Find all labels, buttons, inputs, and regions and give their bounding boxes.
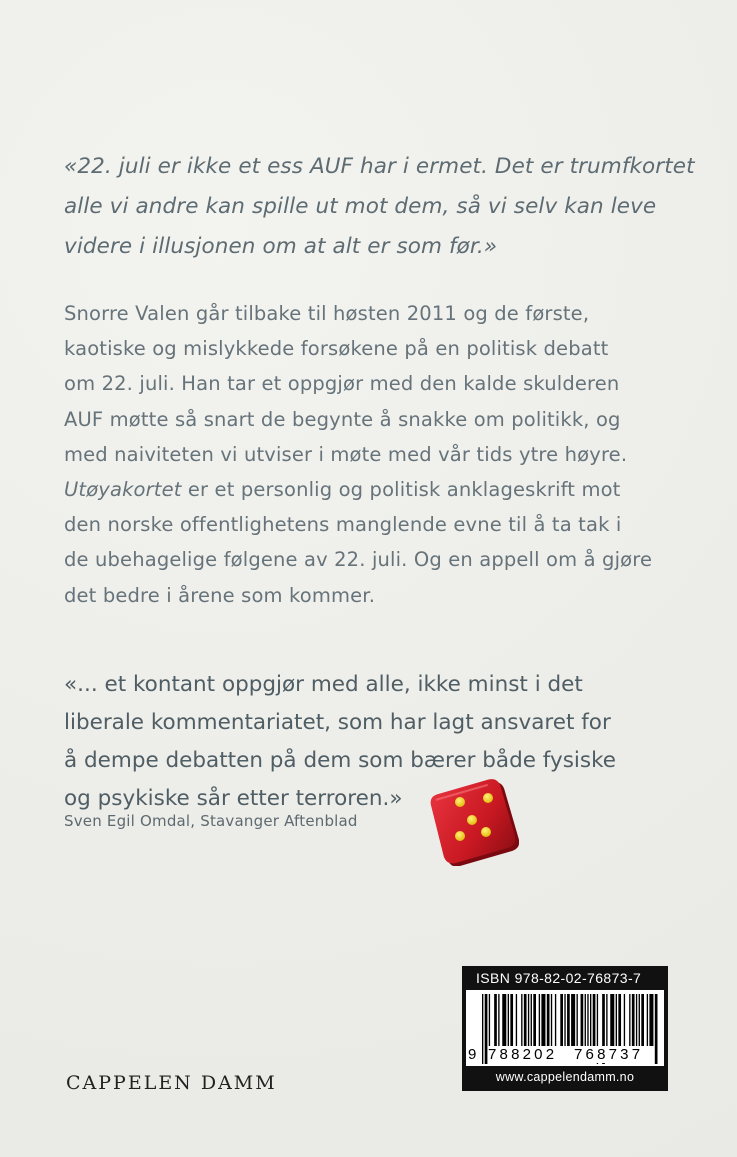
quote-line: videre i illusjonen om at alt er som før.» [64,234,498,259]
description-line [64,472,684,507]
barcode-bar [636,994,637,1046]
barcode-bar [498,994,499,1046]
barcode-bar [524,994,527,1046]
barcode-bar [551,994,552,1046]
barcode-digits [466,1044,664,1066]
isbn-label: ISBN 978-82-02-76873-7 [476,970,642,986]
barcode-bar [629,994,630,1046]
description-line: Snorre Valen går tilbake til høsten 2011 og de første, [64,302,590,325]
publisher-url: www.cappelendamm.no [495,1070,635,1084]
barcode-bar [606,994,607,1046]
description-line: om 22. juli. Han tar et oppgjør med den kalde skulderen [64,372,620,396]
barcode-bar [641,994,644,1046]
barcode-bar [585,994,586,1046]
barcode-bar [616,994,617,1046]
barcode-bar [489,994,490,1046]
description-line-rest: er et personlig og politisk anklageskrift mot [181,478,621,502]
description-line: det bedre i årene som kommer. [64,583,376,607]
barcode-bar [577,994,578,1046]
barcode-bar [533,994,536,1046]
barcode-bar [521,994,522,1046]
barcode-bar [502,994,506,1046]
quote-line: alle vi andre kan spille ut mot dem, så vi selv kan leve [64,194,657,219]
description-line: den norske offentlighetens manglende evne til å ta tak i [64,513,622,537]
review-line: «... et kontant oppgjør med alle, ikke minst i det [64,672,583,697]
barcode-bar [539,994,540,1046]
review-attribution: Sven Egil Omdal, Stavanger Aftenblad [64,812,358,830]
isbn-barcode-block [462,966,668,1091]
barcode-bar [516,994,517,1046]
barcode-bar [564,994,565,1046]
barcode-bar [581,994,584,1046]
barcode-digits-right: 768737 [574,1046,644,1063]
review-line: liberale kommentariatet, som har lagt ansvaret for [64,710,611,735]
red-die-icon [424,776,519,866]
barcode-bar [555,994,556,1046]
opening-quote [64,147,695,267]
description-line: de ubehagelige følgene av 22. juli. Og en appell om å gjøre [64,548,653,572]
book-title: Utøyakortet [64,478,182,502]
quote-line: «22. juli er ikke et ess AUF har i ermet. Det er trumfkortet [64,154,695,179]
barcode [466,990,664,1066]
barcode-bar [560,994,563,1046]
barcode-digits-left: 788202 [488,1046,558,1063]
description-line: kaotiske og mislykkede forsøkene på en politisk debatt [64,337,609,361]
barcode-bar [618,994,621,1046]
barcode-bar [508,994,509,1046]
barcode-bar [571,994,575,1046]
book-description [64,296,684,613]
barcode-bar [494,994,497,1046]
barcode-bar [632,994,635,1046]
barcode-bar [531,994,532,1046]
barcode-bar [528,994,529,1046]
description-line: AUF møtte så snart de begynte å snakke om politikk, og [64,407,621,431]
barcode-digit-lead: 9 [468,1046,477,1063]
review-line: å dempe debatten på dem som bærer både fysiske [64,748,616,773]
barcode-bar [593,994,596,1046]
barcode-bar [647,994,648,1046]
description-line: med naiviteten vi utviser i møte med vår tids ytre høyre. [64,442,628,466]
barcode-bar [639,994,640,1046]
barcode-bar [624,994,625,1046]
barcode-bar [547,994,550,1046]
barcode-bar [541,994,545,1046]
barcode-bar [587,994,588,1046]
publisher-logo: CAPPELEN DAMM [66,1072,277,1094]
review-line: og psykiske sår etter terroren.» [64,786,403,811]
barcode-bar [567,994,570,1046]
barcode-bar [610,994,614,1046]
barcode-bar [510,994,513,1046]
barcode-bar [590,994,591,1046]
review-quote [64,666,684,818]
barcode-bar [649,994,653,1046]
